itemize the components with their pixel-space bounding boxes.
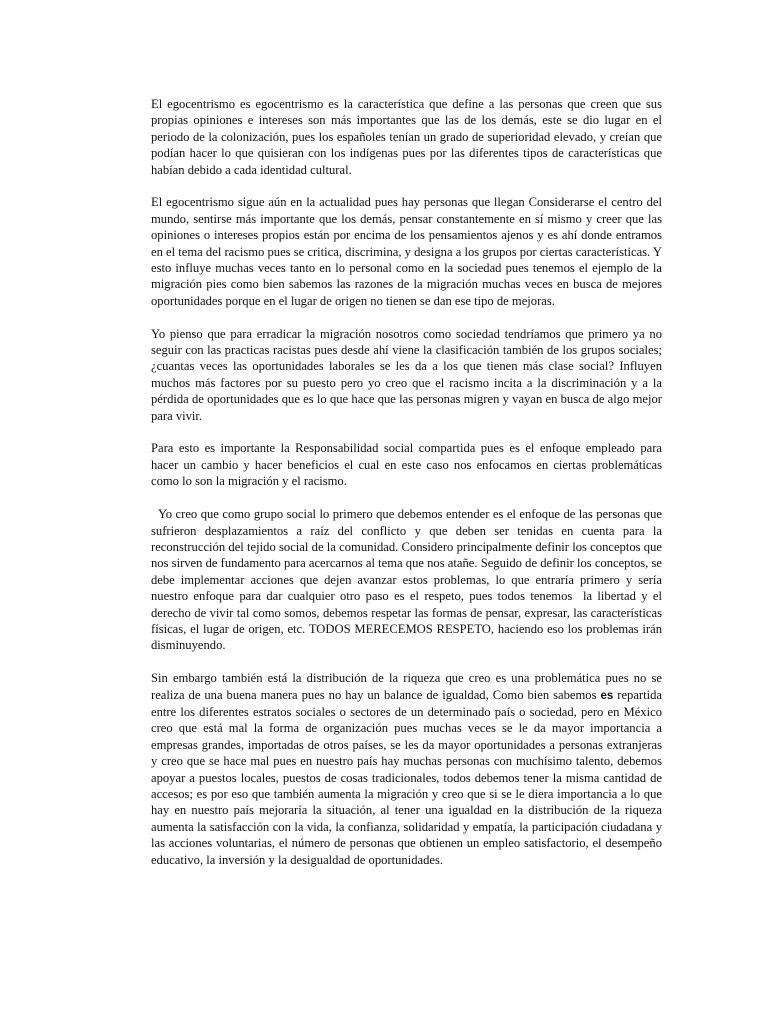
document-body: [151, 96, 666, 884]
paragraph-6-text-after: repartida entre los diferentes estratos sociales o sectores de un determinado país o sociedad, pero en México creo que está mal la forma de organización pues muchas veces se le da mayor importancia a empresas grandes, importadas de otros países, se les da mayor oportunidades a personas extranjeras y creo que se hace mal pues en nuestro país hay muchas personas con muchísimo talento, debemos apoyar a puestos locales, puestos de cosas tradicionales, todos debemos tener la misma cantidad de accesos; es por eso que también aumenta la migración y creo que si se le diera importancia a lo que hay en nuestro país mejoraría la situación, al tener una igualdad en la distribución de la riqueza aumenta la satisfacción con la vida, la confianza, solidaridad y empatía, la participación ciudadana y las acciones voluntarias, el número de personas que obtienen un empleo satisfactorio, el desempeño educativo, la inversión y la desigualdad de oportunidades.: [151, 687, 663, 867]
paragraph-6: [151, 670, 662, 868]
paragraph-4: Para esto es importante la Responsabilidad social compartida pues es el enfoque empleado para hacer un cambio y hacer beneficios el cual en este caso nos enfocamos en ciertas problemáticas como lo son la migración y el racismo.: [151, 441, 662, 489]
paragraph-5: Yo creo que como grupo social lo primero que debemos entender es el enfoque de las personas que sufrieron desplazamientos a raíz del conflicto y que deben ser tenidas en cuenta para la reconstrucción del tejido social de la comunidad. Considero principalmente definir los conceptos que nos sirven de fundamento para acercarnos al tema que nos atañe. Seguido de definir los conceptos, se debe implementar acciones que dejen avanzar estos problemas, lo que entraría primero y sería nuestro enfoque para dar cualquier otro paso es el respeto, pues todos tenemos la libertad y el derecho de vivir tal como somos, debemos respetar las formas de pensar, expresar, las características físicas, el lugar de origen, etc. TODOS MERECEMOS RESPETO, haciendo eso los problemas irán disminuyendo.: [151, 507, 666, 653]
paragraph-6-text-before: Sin embargo también está la distribución de la riqueza que creo es una problemática pues no se realiza de una buena manera pues no hay un balance de igualdad, Como bien sabemos: [151, 671, 662, 702]
paragraph-2: El egocentrismo sigue aún en la actualidad pues hay personas que llegan Considerarse el centro del mundo, sentirse más importante que los demás, pensar constantemente en sí mismo y creer que las opiniones o intereses propios están por encima de los pensamientos ajenos y es ahí donde entramos en el tema del racismo pues se critica, discrimina, y designa a los grupos por ciertas características. Y esto influye muchas veces tanto en lo personal como en la sociedad pues tenemos el ejemplo de la migración pies como bien sabemos las razones de la migración muchas veces en busca de mejores oportunidades porque en el lugar de origen no tienen se dan ese tipo de mejoras.: [151, 195, 662, 308]
paragraph-3: Yo pienso que para erradicar la migración nosotros como sociedad tendríamos que primero ya no seguir con las practicas racistas pues desde ahí viene la clasificación también de los grupos sociales; ¿cuantas veces las oportunidades laborales se les da a los que tienen más clase social? Influyen muchos más factores por su puesto pero yo creo que el racismo incita a la discriminación y a la pérdida de oportunidades que es lo que hace que las personas migren y vayan en busca de algo mejor para vivir.: [151, 326, 662, 423]
paragraph-1: El egocentrismo es egocentrismo es la característica que define a las personas que creen que sus propias opiniones e intereses son más importantes que las de los demás, este se dio lugar en el periodo de la colonización, pues los españoles tenían un grado de superioridad elevado, y creían que podían hacer lo que quisieran con los indígenas pues por las diferentes tipos de características que habían debido a cada identidad cultural.: [151, 97, 662, 177]
paragraph-6-bold-word: es: [600, 689, 614, 702]
